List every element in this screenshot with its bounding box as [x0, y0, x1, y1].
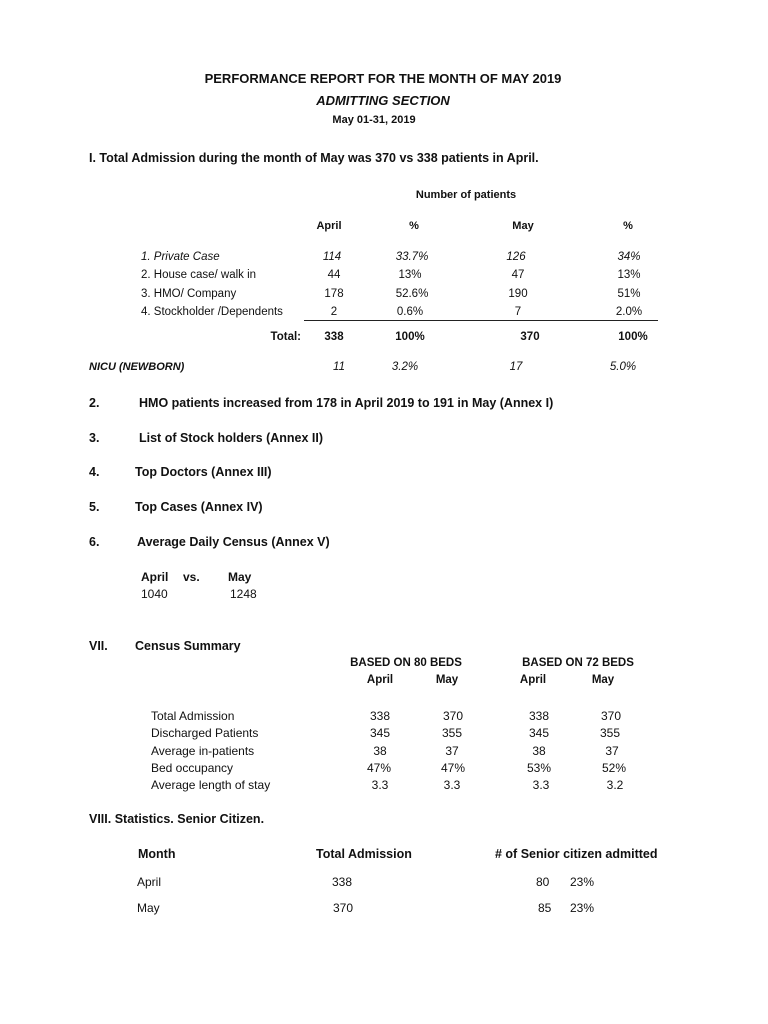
census-cell: 355 [599, 726, 621, 740]
senior-row-count: 80 [536, 875, 550, 889]
col-april-pct: % [409, 220, 419, 232]
table-cell: 0.6% [396, 306, 424, 318]
census-number: VII. [89, 639, 108, 653]
nicu-cell: 5.0% [609, 361, 637, 373]
census-cell: 37 [605, 744, 619, 758]
census-col-may: May [591, 674, 615, 686]
table-cell: 52.6% [395, 288, 429, 300]
senior-col-count: # of Senior citizen admitted [495, 847, 658, 861]
senior-col-month: Month [138, 847, 176, 861]
table-cell: 13% [398, 269, 422, 281]
census-row-label: Average in-patients [151, 744, 255, 758]
total-label: Total: [270, 331, 301, 343]
table-cell: 126 [506, 251, 526, 263]
item1-heading: I. Total Admission during the month of May was 370 vs 338 patients in April. [89, 151, 539, 165]
census-cell: 370 [442, 709, 464, 723]
census-group-72: BASED ON 72 BEDS [522, 657, 634, 669]
senior-row-count: 85 [538, 901, 552, 915]
table-row-label: 2. House case/ walk in [141, 269, 257, 281]
table-cell: 178 [324, 288, 344, 300]
table-cell: 2 [330, 306, 338, 318]
senior-row-pct: 23% [570, 875, 595, 889]
senior-row-month: May [137, 901, 160, 915]
report-title: PERFORMANCE REPORT FOR THE MONTH OF MAY 2019 [204, 71, 562, 86]
item-number: 5. [89, 500, 100, 514]
total-cell: 100% [395, 331, 425, 343]
section-title: ADMITTING SECTION [316, 93, 450, 108]
census-cell: 3.3 [532, 778, 550, 792]
table-cell: 51% [617, 288, 641, 300]
census-row-label: Discharged Patients [151, 726, 259, 740]
table-row-label: 1. Private Case [141, 251, 220, 263]
table-cell: 47 [511, 269, 525, 281]
item-number: 4. [89, 465, 100, 479]
senior-row-total: 370 [333, 901, 354, 915]
census-title: Census Summary [135, 639, 241, 653]
census-col-april: April [519, 674, 547, 686]
senior-row-pct: 23% [570, 901, 595, 915]
item-text: Top Cases (Annex IV) [135, 500, 263, 514]
table-cell: 2.0% [615, 306, 643, 318]
census-cell: 3.2 [606, 778, 624, 792]
item-text: List of Stock holders (Annex II) [139, 431, 324, 445]
table-cell: 190 [508, 288, 528, 300]
adc-april-label: April [141, 570, 169, 584]
census-col-april: April [366, 674, 394, 686]
census-cell: 52% [601, 761, 627, 775]
senior-row-month: April [137, 875, 162, 889]
census-cell: 355 [441, 726, 463, 740]
item-text: Top Doctors (Annex III) [135, 465, 272, 479]
adc-april-value: 1040 [141, 587, 168, 601]
table-row-label: 3. HMO/ Company [141, 288, 237, 300]
total-cell: 338 [324, 331, 344, 343]
col-april: April [316, 220, 342, 232]
census-cell: 38 [532, 744, 546, 758]
census-cell: 345 [369, 726, 391, 740]
senior-title: VIII. Statistics. Senior Citizen. [89, 812, 265, 826]
census-row-label: Average length of stay [151, 778, 271, 792]
adc-may-label: May [228, 570, 252, 584]
total-cell: 370 [520, 331, 540, 343]
item-number: 2. [89, 396, 100, 410]
census-cell: 37 [445, 744, 459, 758]
census-group-80: BASED ON 80 BEDS [350, 657, 462, 669]
item-number: 3. [89, 431, 100, 445]
table-cell: 7 [514, 306, 522, 318]
senior-row-total: 338 [332, 875, 353, 889]
table-cell: 114 [322, 251, 342, 263]
table-cell: 44 [327, 269, 341, 281]
census-cell: 3.3 [371, 778, 389, 792]
census-cell: 338 [528, 709, 550, 723]
report-dates: May 01-31, 2019 [332, 114, 416, 126]
table-row-label: 4. Stockholder /Dependents [141, 306, 283, 318]
table-cell: 33.7% [395, 251, 429, 263]
table-cell: 34% [617, 251, 641, 263]
nicu-cell: 3.2% [391, 361, 419, 373]
item-text: HMO patients increased from 178 in April 2019 to 191 in May (Annex I) [139, 396, 554, 410]
col-may: May [512, 220, 534, 232]
col-may-pct: % [623, 220, 633, 232]
total-cell: 100% [618, 331, 648, 343]
census-cell: 53% [526, 761, 552, 775]
census-cell: 38 [373, 744, 387, 758]
census-cell: 370 [600, 709, 622, 723]
census-cell: 47% [440, 761, 466, 775]
census-row-label: Bed occupancy [151, 761, 234, 775]
item-text: Average Daily Census (Annex V) [137, 535, 330, 549]
census-row-label: Total Admission [151, 709, 235, 723]
senior-col-total: Total Admission [316, 847, 412, 861]
census-cell: 338 [369, 709, 391, 723]
census-cell: 345 [528, 726, 550, 740]
census-col-may: May [435, 674, 459, 686]
table-cell: 13% [617, 269, 641, 281]
nicu-label: NICU (NEWBORN) [89, 361, 185, 373]
total-rule [304, 320, 658, 321]
number-of-patients-label: Number of patients [415, 189, 517, 201]
nicu-cell: 17 [509, 361, 523, 373]
adc-vs-label: vs. [183, 570, 200, 584]
census-cell: 47% [366, 761, 392, 775]
adc-may-value: 1248 [230, 587, 257, 601]
item-number: 6. [89, 535, 100, 549]
nicu-cell: 11 [333, 361, 345, 373]
census-cell: 3.3 [443, 778, 461, 792]
